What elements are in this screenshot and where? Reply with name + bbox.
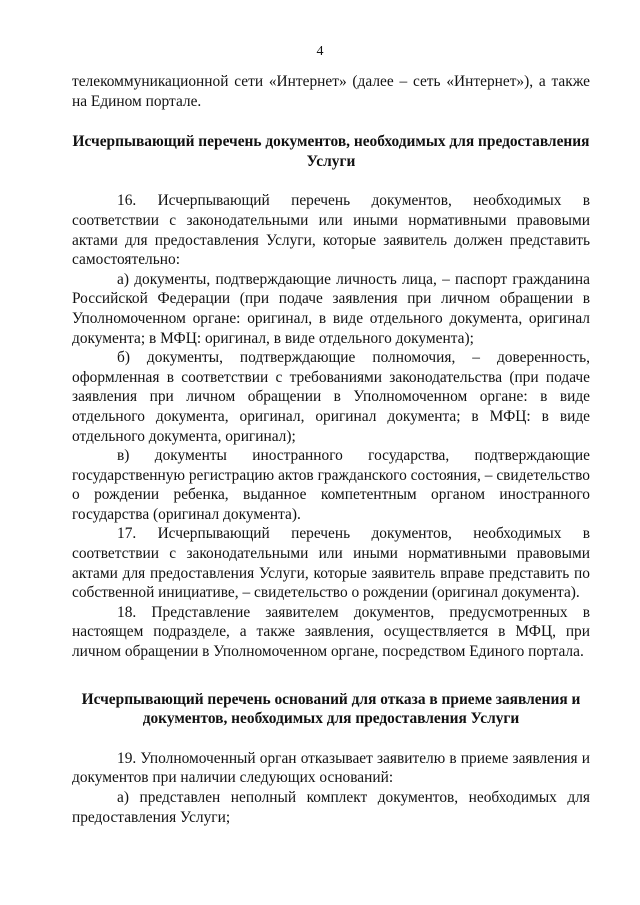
paragraph-17: 17. Исчерпывающий перечень документов, необходимых в соответствии с законодательными или иными нормативными правовыми актами для предоставления Услуги, которые заявитель вправе представить по собственной инициативе, – свидетельство о рождении (оригинал документа). [72, 525, 590, 602]
page-number: 4 [316, 44, 324, 59]
paragraph-16-b: б) документы, подтверждающие полномочия, – доверенность, оформленная в соответствии с требованиями законодательства (при подаче заявления при личном обращении в Уполномоченном органе: в виде отдельного документа, оригинал, оригинал документа; в МФЦ: в виде отдельного документа, оригинал); [72, 349, 590, 445]
document-body [72, 72, 590, 827]
paragraph-19: 19. Уполномоченный орган отказывает заявителю в приеме заявления и документов при наличии следующих оснований: [72, 749, 590, 787]
section-heading-refusal-grounds: Исчерпывающий перечень оснований для отказа в приеме заявления и документов, необходимых для предоставления Услуги [81, 690, 581, 728]
paragraph-19-a: а) представлен неполный комплект документов, необходимых для предоставления Услуги; [72, 789, 590, 826]
paragraph-16-v: в) документы иностранного государства, подтверждающие государственную регистрацию актов гражданского состояния, – свидетельство о рождении ребенка, выданное компетентным органом иностранного государства (оригинал документа). [72, 447, 590, 523]
paragraph-16: 16. Исчерпывающий перечень документов, необходимых в соответствии с законодательными или иными нормативными правовыми актами для предоставления Услуги, которые заявитель должен представить самостоятельно: [72, 192, 590, 269]
section-heading-documents: Исчерпывающий перечень документов, необходимых для предоставления Услуги [72, 133, 590, 170]
paragraph-16-a: а) документы, подтверждающие личность лица, – паспорт гражданина Российской Федерации (при подаче заявления при личном обращении в Уполномоченном органе: оригинал, в виде отдельного документа, оригинал документа; в МФЦ: оригинал, в виде отдельного документа); [72, 270, 590, 347]
intro-paragraph: телекоммуникационной сети «Интернет» (далее – сеть «Интернет»), а также на Едином портале. [72, 73, 590, 110]
paragraph-18: 18. Представление заявителем документов, предусмотренных в настоящем подразделе, а также заявления, осуществляется в МФЦ, при личном обращении в Уполномоченном органе, посредством Единого портала. [72, 603, 590, 661]
